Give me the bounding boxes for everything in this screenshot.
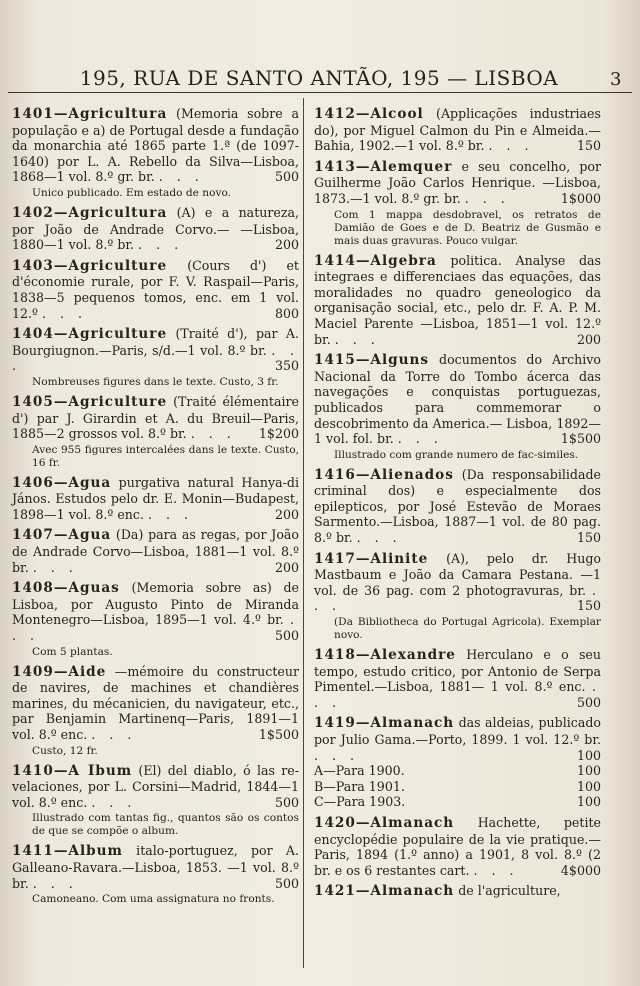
entry-note: Nombreuses figures dans le texte. Custo, 3 fr. — [32, 375, 279, 388]
catalog-entry — [314, 647, 601, 710]
catalog-entry — [12, 394, 299, 470]
entry-description: (Traité d'), par A. Bourgiugnon.—Paris, s/d.—1 vol. 8.º br. — [12, 326, 299, 358]
entry-note: (Da Bibliotheca do Portugal Agricola). Exemplar novo. — [334, 616, 601, 642]
entry-description: (El) del diablo, ó las re-velaciones, por L. Corsini—Madrid, 1844—1 vol. 8.º enc. — [12, 762, 299, 810]
entry-description: politica. Analyse das integraes e differenciaes das equações, das moralidades no quadro geneologico da organisação social, etc., pelo dr. F. A. P. M. Maciel Parente —Lisboa, 1851—1 vol. 12.º br. — [314, 252, 601, 347]
entry-heading: 1414—Algebra — [314, 252, 437, 269]
entry-heading: 1401—Agricultura — [12, 106, 168, 122]
leader-dots: . . . — [334, 331, 380, 347]
entry-price: 1$500 — [560, 431, 601, 447]
entry-description: (Da responsabilidade criminal dos) e especialmente dos epilepticos, por José Estevão de Moraes Sarmento.—Lisboa, 1887—1 vol. de 80 pag. 8.º br. — [314, 466, 601, 546]
entry-heading: 1420—Almanach — [314, 814, 455, 831]
catalog-entry — [12, 527, 299, 575]
entry-description: das aldeias, publicado por Julio Gama.—Porto, 1899. 1 vol. 12.º br. — [314, 715, 601, 747]
subline-price: 100 — [576, 778, 601, 794]
entry-heading: 1415—Alguns — [314, 352, 430, 369]
entry-description: italo-portuguez, por A. Galleano-Ravara.—Lisboa, 1853. —1 vol. 8.º br. — [12, 843, 299, 891]
catalog-entry — [314, 815, 601, 878]
entry-description: Hachette, petite encyclopédie populaire de la vie pratique.—Paris, 1894 (1.º anno) a 1901, 8 vol. 8.º (2 br. e os 6 restantes cart. — [314, 814, 601, 878]
catalog-entry — [12, 475, 299, 523]
entry-heading: 1411—Album — [12, 843, 123, 860]
leader-dots: . . . — [32, 559, 78, 575]
leader-dots: . . . — [12, 612, 300, 644]
right-column — [314, 106, 601, 905]
entry-description: (Traité élémentaire d') par J. Girardin et A. du Breuil—Paris, 1885—2 grossos vol. 8.º br. — [12, 393, 299, 442]
entry-price: 4$000 — [560, 862, 601, 878]
subline-price: 100 — [576, 794, 601, 810]
entry-description: de l'agriculture, — [458, 883, 561, 899]
entry-price: 500 — [576, 694, 601, 710]
subline-text: C—Para 1903. — [314, 794, 406, 810]
entry-note: Custo, 12 fr. — [32, 744, 98, 757]
entry-price: 150 — [576, 138, 601, 154]
entry-heading: 1421—Almanach — [314, 883, 455, 900]
catalog-entry — [12, 326, 299, 389]
catalog-entry — [12, 258, 299, 321]
entry-heading: 1417—Alinite — [314, 550, 429, 567]
catalog-entry — [314, 551, 601, 642]
entry-note: Com 1 mappa desdobravel, os retratos de Damião de Goes e de D. Beatriz de Gusmão e mais duas gravuras. Pouco vulgar. — [334, 208, 601, 247]
entry-note: Unico publicado. Em estado de novo. — [32, 186, 232, 199]
leader-dots: . . . — [397, 431, 443, 447]
entry-heading: 1418—Alexandre — [314, 647, 456, 664]
leader-dots: . . . — [147, 506, 193, 522]
entry-description: (Applicações industriaes do), por Miguel Calmon du Pin e Almeida.—Bahia, 1902.—1 vol. 8.º br. — [314, 106, 601, 154]
entry-heading: 1404—Agriculture — [12, 326, 168, 343]
header-rule — [8, 92, 632, 93]
left-column — [12, 106, 299, 911]
leader-dots: . . . — [314, 679, 601, 710]
leader-dots: . . . — [91, 727, 137, 742]
leader-dots: . . . — [314, 747, 360, 763]
catalog-entry — [12, 205, 299, 253]
entry-price: 200 — [274, 559, 299, 575]
page-number: 3 — [610, 69, 622, 90]
leader-dots: . . . — [91, 794, 137, 810]
entry-heading: 1419—Almanach — [314, 715, 455, 732]
leader-dots: . . . — [158, 169, 204, 185]
column-divider — [303, 98, 304, 968]
entry-description: (A) e a natureza, por João de Andrade Corvo.— —Lisboa, 1880—1 vol. 8.º br. — [12, 204, 299, 253]
entry-description: documentos do Archivo Nacional da Torre do Tombo ácerca das navegações e conquistas portuguezas, publicados para commemorar o descobrimento da America.— Lisboa, 1892—1 vol. fol. br. — [314, 352, 601, 447]
entry-description: (A), pelo dr. Hugo Mastbaum e João da Camara Pestana. —1 vol. de 36 pag. com 2 photogravuras, br. — [314, 550, 601, 598]
catalog-entry — [314, 352, 601, 462]
catalog-entry — [314, 883, 601, 900]
entry-heading: 1410—A Ibum — [12, 762, 133, 779]
catalog-entry — [314, 467, 601, 546]
entry-price: 500 — [274, 169, 299, 185]
entry-note: Avec 955 figures intercalées dans le texte. Custo, 16 fr. — [32, 443, 299, 469]
leader-dots: . . . — [41, 305, 87, 321]
header-title: 195, RUA DE SANTO ANTÃO, 195 — LISBOA — [79, 66, 559, 90]
entry-price: 1$000 — [560, 190, 601, 206]
entry-note: Camoneano. Com uma assignatura no fronts. — [32, 893, 275, 906]
entry-heading: 1408—Aguas — [12, 580, 120, 597]
entry-description: purgativa natural Hanya-di János. Estudos pelo dr. E. Monin—Budapest, 1898—1 vol. 8.º enc. — [12, 474, 299, 522]
leader-dots: . . . — [138, 237, 184, 253]
leader-dots: . . . — [488, 138, 534, 154]
entry-price: 500 — [274, 628, 299, 644]
leader-dots: . . . — [314, 582, 601, 614]
catalog-entry — [314, 106, 601, 154]
leader-dots: . . . — [464, 190, 510, 206]
leader-dots: . . . — [12, 342, 299, 374]
entry-heading: 1416—Alienados — [314, 466, 454, 483]
subline-text: B—Para 1901. — [314, 778, 405, 794]
entry-price: 200 — [576, 331, 601, 347]
entry-heading: 1406—Agua — [12, 474, 112, 491]
entry-price: 150 — [576, 598, 601, 614]
catalog-entry — [12, 106, 299, 200]
catalog-entry — [12, 580, 299, 658]
catalog-entry — [12, 763, 299, 839]
entry-price: 500 — [274, 794, 299, 810]
leader-dots: . . . — [356, 530, 402, 546]
entry-price: 500 — [274, 875, 299, 891]
entry-note: Com 5 plantas. — [32, 645, 113, 658]
entry-description: (Memoria sobre a população e a) de Portugal desde a fundação da monarchia até 1865 parte 1.ª (de 1097-1640) por L. A. Rebello da Silva—Lisboa, 1868—1 vol. 8.º gr. br. — [12, 106, 299, 185]
entry-subline — [314, 779, 601, 795]
entry-heading: 1403—Agriculture — [12, 257, 168, 274]
entry-description: —mémoire du constructeur de navires, de machines et chandières marines, du mécanicien, du navigateur, etc., par Benjamin Martinenq—Paris, 1891—1 vol. 8.º enc. — [12, 663, 299, 742]
catalog-entry — [314, 159, 601, 248]
entry-price: 150 — [576, 530, 601, 546]
entry-price: 1$500 — [258, 727, 299, 742]
subline-text: A—Para 1900. — [314, 763, 405, 779]
entry-heading: 1413—Alemquer — [314, 158, 453, 175]
leader-dots: . . . — [473, 862, 519, 878]
entry-price: 200 — [274, 237, 299, 253]
catalog-entry — [12, 843, 299, 906]
entry-price: 200 — [274, 506, 299, 522]
entry-subline — [314, 763, 601, 779]
entry-description: Herculano e o seu tempo, estudo critico, por Antonio de Serpa Pimentel.—Lisboa, 1881— 1 vol. 8.º enc. — [314, 647, 601, 695]
entry-heading: 1409—Aide — [12, 663, 107, 680]
entry-heading: 1405—Agriculture — [12, 393, 168, 410]
catalog-entry — [12, 664, 299, 758]
entry-description: (Memoria sobre as) de Lisboa, por Augusto Pinto de Miranda Montenegro—Lisboa, 1895—1 vol. 4.º br. — [12, 580, 299, 628]
catalog-entry — [314, 253, 601, 348]
entry-subline — [314, 794, 601, 810]
leader-dots: . . . — [190, 426, 236, 442]
entry-note: Illustrado com grande numero de fac-similes. — [334, 448, 579, 461]
catalog-entry — [314, 715, 601, 810]
entry-note: Illustrado com tantas fig., quantos são os contos de que se compõe o album. — [32, 812, 299, 838]
entry-heading: 1402—Agricultura — [12, 204, 168, 221]
entry-description: (Cours d') et d'économie rurale, por F. V. Raspail—Paris, 1838—5 pequenos tomos, enc. em 1 vol. 12.º — [12, 257, 299, 321]
page-header — [40, 66, 622, 90]
entry-heading: 1412—Alcool — [314, 106, 424, 122]
entry-price: 800 — [274, 305, 299, 321]
entry-heading: 1407—Agua — [12, 527, 112, 544]
entry-price: 350 — [274, 358, 299, 374]
leader-dots: . . . — [32, 875, 78, 891]
entry-description: (Da) para as regas, por João de Andrade Corvo—Lisboa, 1881—1 vol. 8.º br. — [12, 527, 299, 575]
entry-price: 100 — [576, 747, 601, 763]
entry-description: e seu concelho, por Guilherme João Carlos Henrique. —Lisboa, 1873.—1 vol. 8.º gr. br. — [314, 158, 601, 206]
entry-price: 1$200 — [258, 426, 299, 442]
subline-price: 100 — [576, 763, 601, 779]
